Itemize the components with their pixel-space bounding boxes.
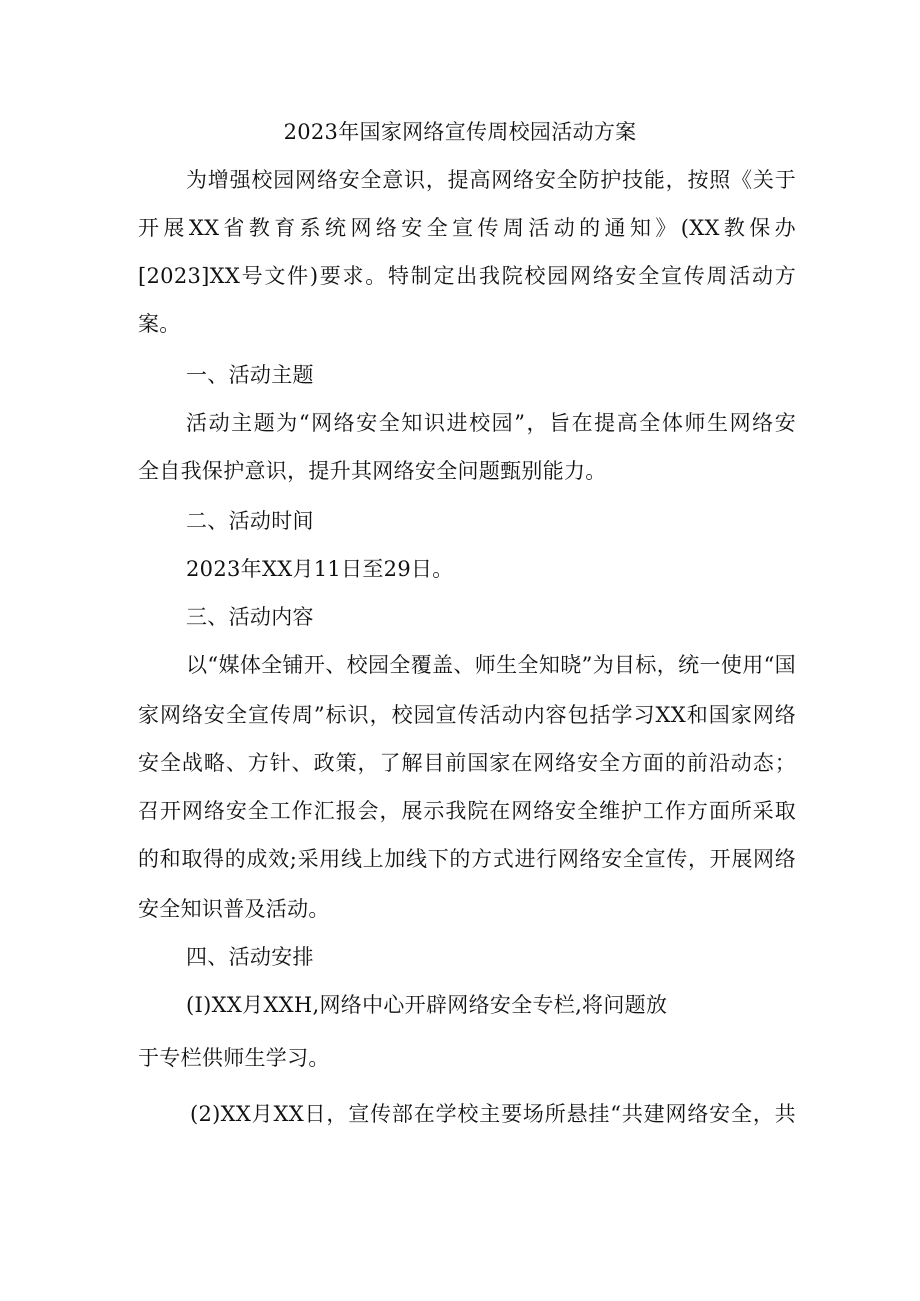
section-3-line-2: 家网络安全宣传周”标识，校园宣传活动内容包括学习XX和国家网络 (138, 703, 796, 727)
section-4-item-1-cont: 于专栏供师生学习。 (138, 1046, 330, 1070)
intro-line-1: 为增强校园网络安全意识，提高网络安全防护技能，按照《关于 (186, 168, 796, 192)
section-2-heading: 二、活动时间 (186, 509, 314, 533)
intro-line-4: 案。 (138, 312, 181, 336)
section-1-line-2: 全自我保护意识，提升其网络安全问题甄别能力。 (138, 459, 607, 483)
section-2-line-1: 2023年XX月11日至29日。 (186, 557, 454, 581)
section-4-item-2: (2)XX月XX日，宣传部在学校主要场所悬挂“共建网络安全，共 (190, 1102, 796, 1126)
section-3-line-3: 安全战略、方针、政策，了解目前国家在网络安全方面的前沿动态； (138, 751, 796, 775)
section-1-heading: 一、活动主题 (186, 363, 314, 387)
section-3-heading: 三、活动内容 (186, 605, 314, 629)
section-4-item-1: (I)XX月XXH,网络中心开辟网络安全专栏,将问题放 (186, 993, 668, 1017)
section-3-line-5: 的和取得的成效;采用线上加线下的方式进行网络安全宣传，开展网络 (138, 847, 796, 871)
section-1-line-1: 活动主题为“网络安全知识进校园”，旨在提高全体师生网络安 (186, 411, 796, 435)
intro-line-2: 开展XX省教育系统网络安全宣传周活动的通知》(XX教保办 (138, 216, 796, 240)
section-3-line-1: 以“媒体全铺开、校园全覆盖、师生全知晓”为目标，统一使用“国 (186, 653, 796, 677)
intro-line-3: [2023]XX号文件)要求。特制定出我院校园网络安全宣传周活动方 (138, 264, 796, 288)
section-4-heading: 四、活动安排 (186, 945, 314, 969)
section-3-line-4: 召开网络安全工作汇报会，展示我院在网络安全维护工作方面所采取 (138, 799, 796, 823)
section-3-line-6: 安全知识普及活动。 (138, 897, 330, 921)
document-title: 2023年国家网络宣传周校园活动方案 (283, 120, 637, 144)
